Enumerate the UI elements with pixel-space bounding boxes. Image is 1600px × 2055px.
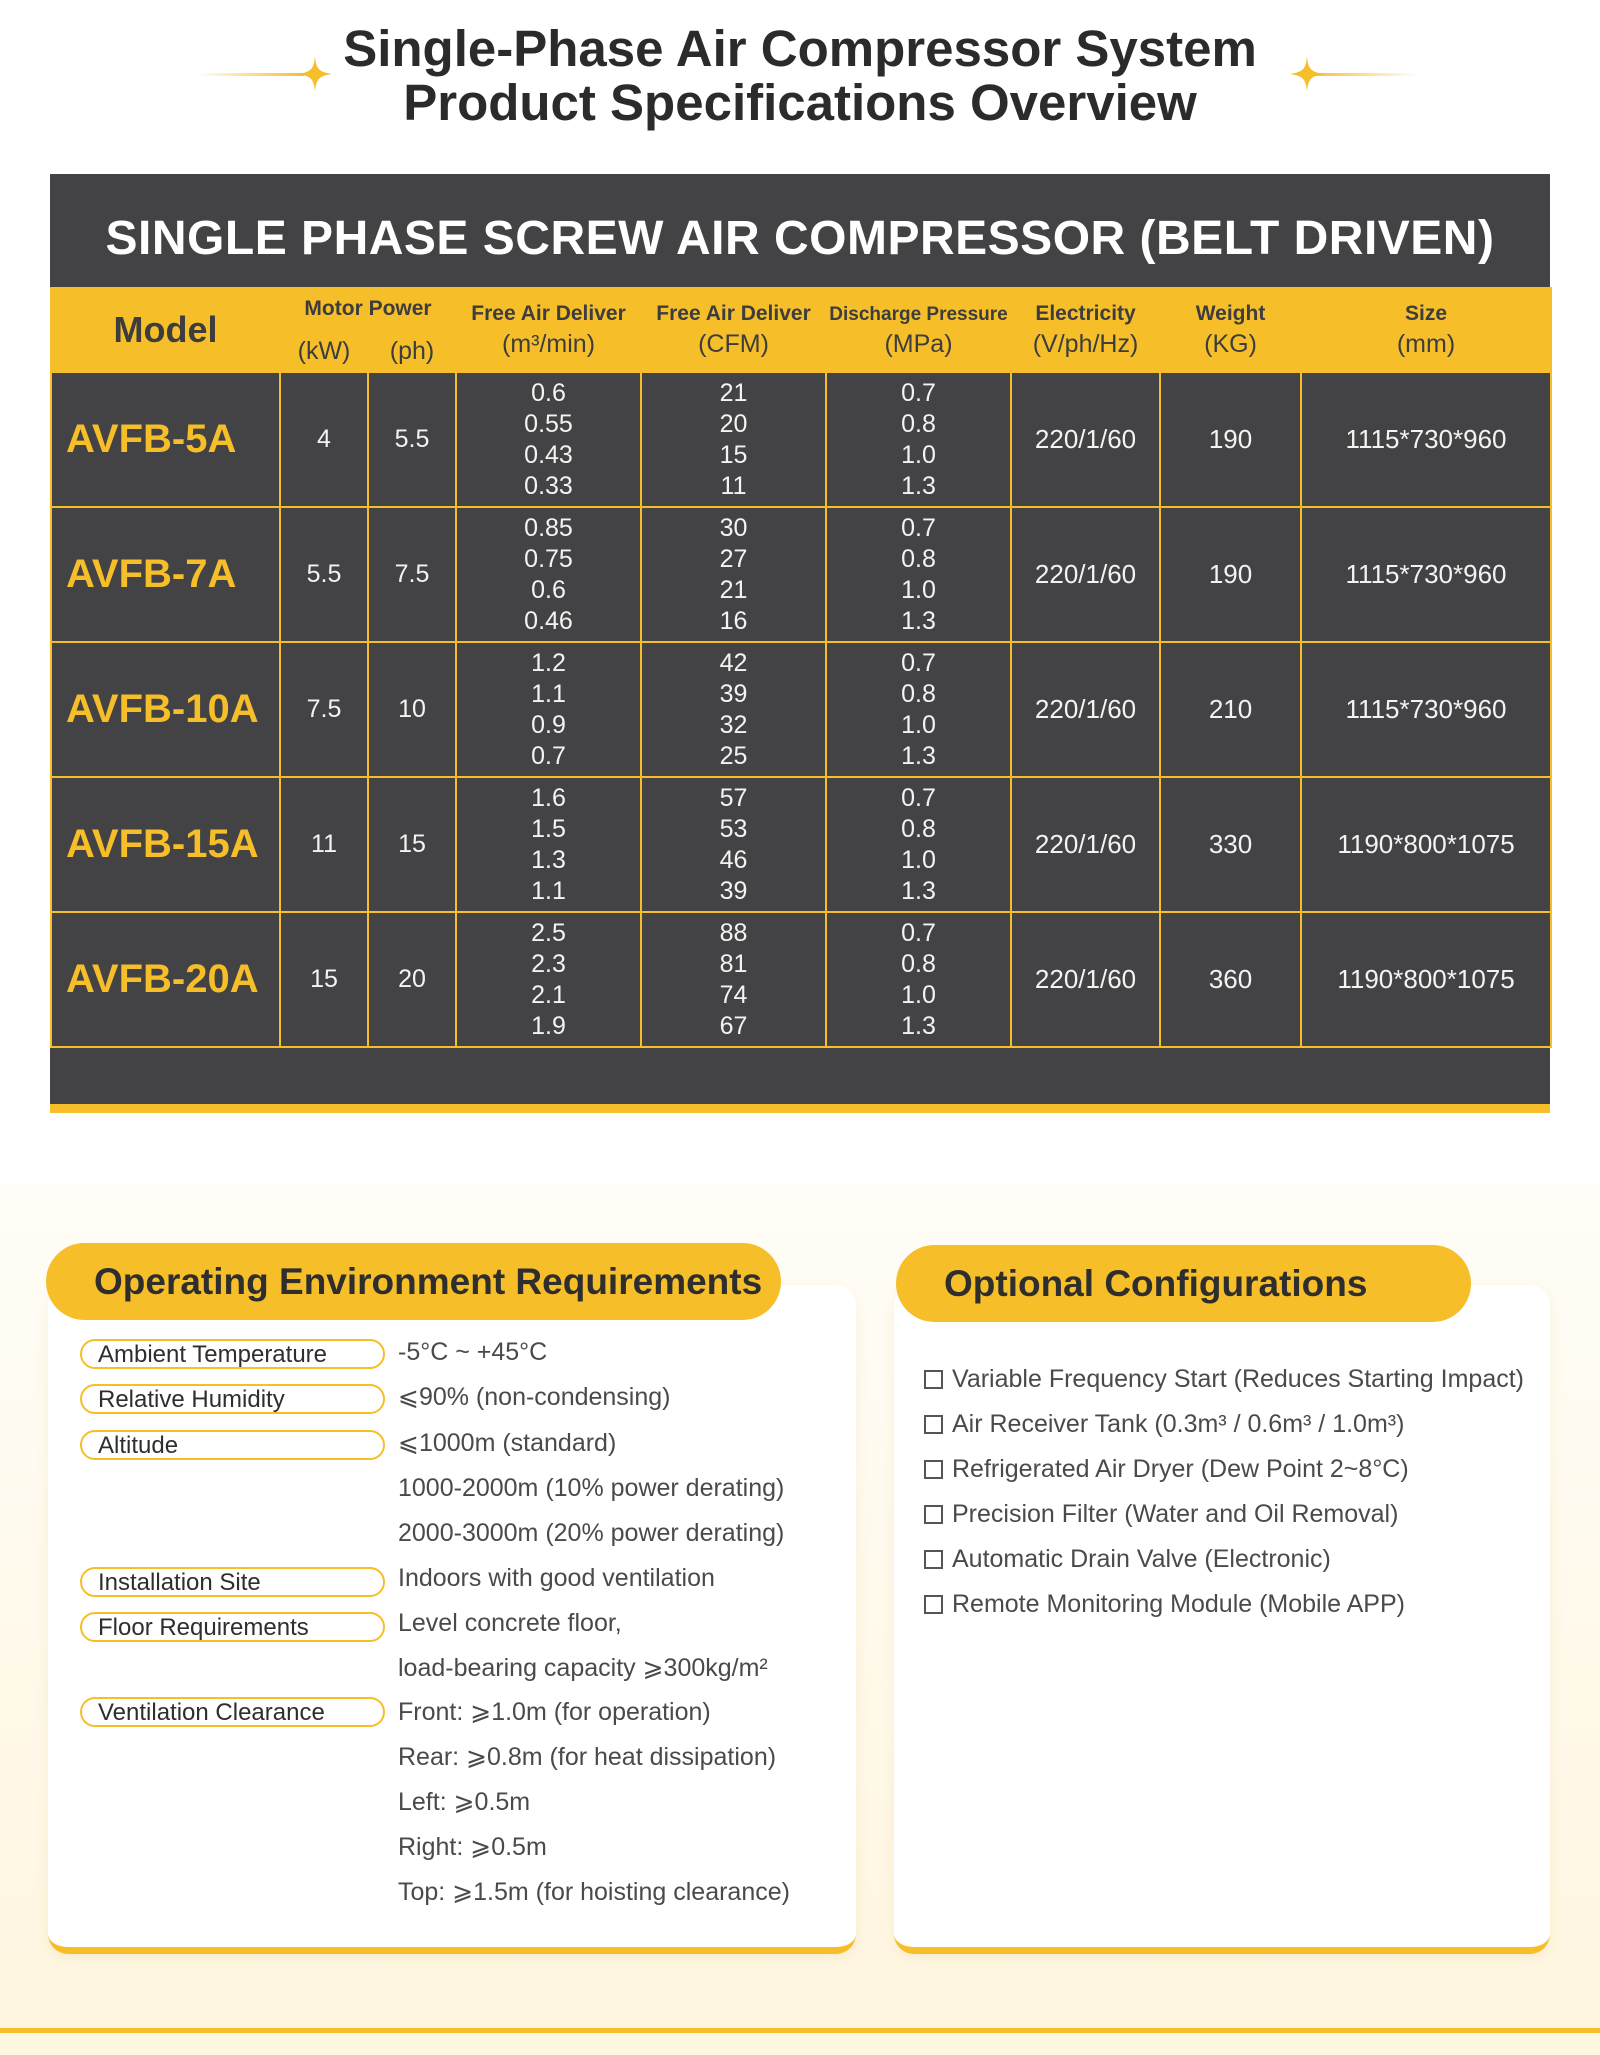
table-row xyxy=(51,372,1551,507)
footer-divider xyxy=(0,2028,1600,2033)
options-title: Optional Configurations xyxy=(896,1245,1471,1322)
checkbox-icon[interactable] xyxy=(924,1370,943,1389)
electricity-cell: 220/1/60 xyxy=(1011,642,1160,777)
ph-cell: 10 xyxy=(368,642,456,777)
model-cell: AVFB-5A xyxy=(51,372,280,507)
ph-cell: 20 xyxy=(368,912,456,1047)
table-row xyxy=(51,777,1551,912)
option-item[interactable]: Precision Filter (Water and Oil Removal) xyxy=(924,1492,1544,1537)
option-item[interactable]: Refrigerated Air Dryer (Dew Point 2~8°C) xyxy=(924,1447,1544,1492)
model-cell: AVFB-7A xyxy=(51,507,280,642)
kw-cell: 4 xyxy=(280,372,368,507)
spec-panel xyxy=(50,174,1550,1113)
ph-cell: 7.5 xyxy=(368,507,456,642)
header-model: Model xyxy=(51,288,280,372)
pressure-cell: 0.7 0.8 1.0 1.3 xyxy=(826,372,1011,507)
kw-cell: 15 xyxy=(280,912,368,1047)
model-cell: AVFB-10A xyxy=(51,642,280,777)
weight-cell: 330 xyxy=(1160,777,1301,912)
electricity-cell: 220/1/60 xyxy=(1011,912,1160,1047)
size-cell: 1115*730*960 xyxy=(1301,507,1551,642)
size-cell: 1190*800*1075 xyxy=(1301,912,1551,1047)
fad-m3-cell: 2.5 2.3 2.1 1.9 xyxy=(456,912,641,1047)
table-row xyxy=(51,912,1551,1047)
weight-cell: 360 xyxy=(1160,912,1301,1047)
header-fad-cfm: Free Air Deliver (CFM) xyxy=(641,288,826,372)
header-ph: (ph) xyxy=(368,330,456,372)
fad-cfm-cell: 57 53 46 39 xyxy=(641,777,826,912)
pressure-cell: 0.7 0.8 1.0 1.3 xyxy=(826,777,1011,912)
option-item[interactable]: Air Receiver Tank (0.3m³ / 0.6m³ / 1.0m³) xyxy=(924,1402,1544,1447)
kw-cell: 11 xyxy=(280,777,368,912)
kw-cell: 7.5 xyxy=(280,642,368,777)
header-electricity: Electricity (V/ph/Hz) xyxy=(1011,288,1160,372)
pressure-cell: 0.7 0.8 1.0 1.3 xyxy=(826,507,1011,642)
header-size: Size (mm) xyxy=(1301,288,1551,372)
fad-cfm-cell: 30 27 21 16 xyxy=(641,507,826,642)
kw-cell: 5.5 xyxy=(280,507,368,642)
page-title-line-1: Single-Phase Air Compressor System xyxy=(343,20,1257,77)
model-cell: AVFB-20A xyxy=(51,912,280,1047)
ph-cell: 15 xyxy=(368,777,456,912)
pressure-cell: 0.7 0.8 1.0 1.3 xyxy=(826,642,1011,777)
fad-m3-cell: 1.2 1.1 0.9 0.7 xyxy=(456,642,641,777)
electricity-cell: 220/1/60 xyxy=(1011,777,1160,912)
header-pressure: Discharge Pressure (MPa) xyxy=(826,288,1011,372)
checkbox-icon[interactable] xyxy=(924,1460,943,1479)
model-cell: AVFB-15A xyxy=(51,777,280,912)
checkbox-icon[interactable] xyxy=(924,1505,943,1524)
options-list xyxy=(924,1357,1544,1627)
size-cell: 1190*800*1075 xyxy=(1301,777,1551,912)
pressure-cell: 0.7 0.8 1.0 1.3 xyxy=(826,912,1011,1047)
weight-cell: 190 xyxy=(1160,507,1301,642)
page-title xyxy=(0,22,1600,130)
size-cell: 1115*730*960 xyxy=(1301,372,1551,507)
fad-cfm-cell: 88 81 74 67 xyxy=(641,912,826,1047)
fad-m3-cell: 1.6 1.5 1.3 1.1 xyxy=(456,777,641,912)
weight-cell: 210 xyxy=(1160,642,1301,777)
size-cell: 1115*730*960 xyxy=(1301,642,1551,777)
electricity-cell: 220/1/60 xyxy=(1011,507,1160,642)
ph-cell: 5.5 xyxy=(368,372,456,507)
checkbox-icon[interactable] xyxy=(924,1550,943,1569)
fad-cfm-cell: 21 20 15 11 xyxy=(641,372,826,507)
table-row xyxy=(51,507,1551,642)
electricity-cell: 220/1/60 xyxy=(1011,372,1160,507)
option-item[interactable]: Remote Monitoring Module (Mobile APP) xyxy=(924,1582,1544,1627)
header-weight: Weight (KG) xyxy=(1160,288,1301,372)
header-fad-m3: Free Air Deliver (m³/min) xyxy=(456,288,641,372)
fad-cfm-cell: 42 39 32 25 xyxy=(641,642,826,777)
weight-cell: 190 xyxy=(1160,372,1301,507)
environment-title: Operating Environment Requirements xyxy=(46,1243,781,1320)
option-item[interactable]: Automatic Drain Valve (Electronic) xyxy=(924,1537,1544,1582)
option-item[interactable]: Variable Frequency Start (Reduces Starting Impact) xyxy=(924,1357,1544,1402)
table-row xyxy=(51,642,1551,777)
fad-m3-cell: 0.85 0.75 0.6 0.46 xyxy=(456,507,641,642)
page-title-line-2: Product Specifications Overview xyxy=(403,74,1197,131)
checkbox-icon[interactable] xyxy=(924,1595,943,1614)
header-motor-power: Motor Power xyxy=(280,288,456,330)
checkbox-icon[interactable] xyxy=(924,1415,943,1434)
spec-table xyxy=(50,287,1552,1048)
header-kw: (kW) xyxy=(280,330,368,372)
spec-table-title: SINGLE PHASE SCREW AIR COMPRESSOR (BELT DRIVEN) xyxy=(105,212,1495,265)
fad-m3-cell: 0.6 0.55 0.43 0.33 xyxy=(456,372,641,507)
